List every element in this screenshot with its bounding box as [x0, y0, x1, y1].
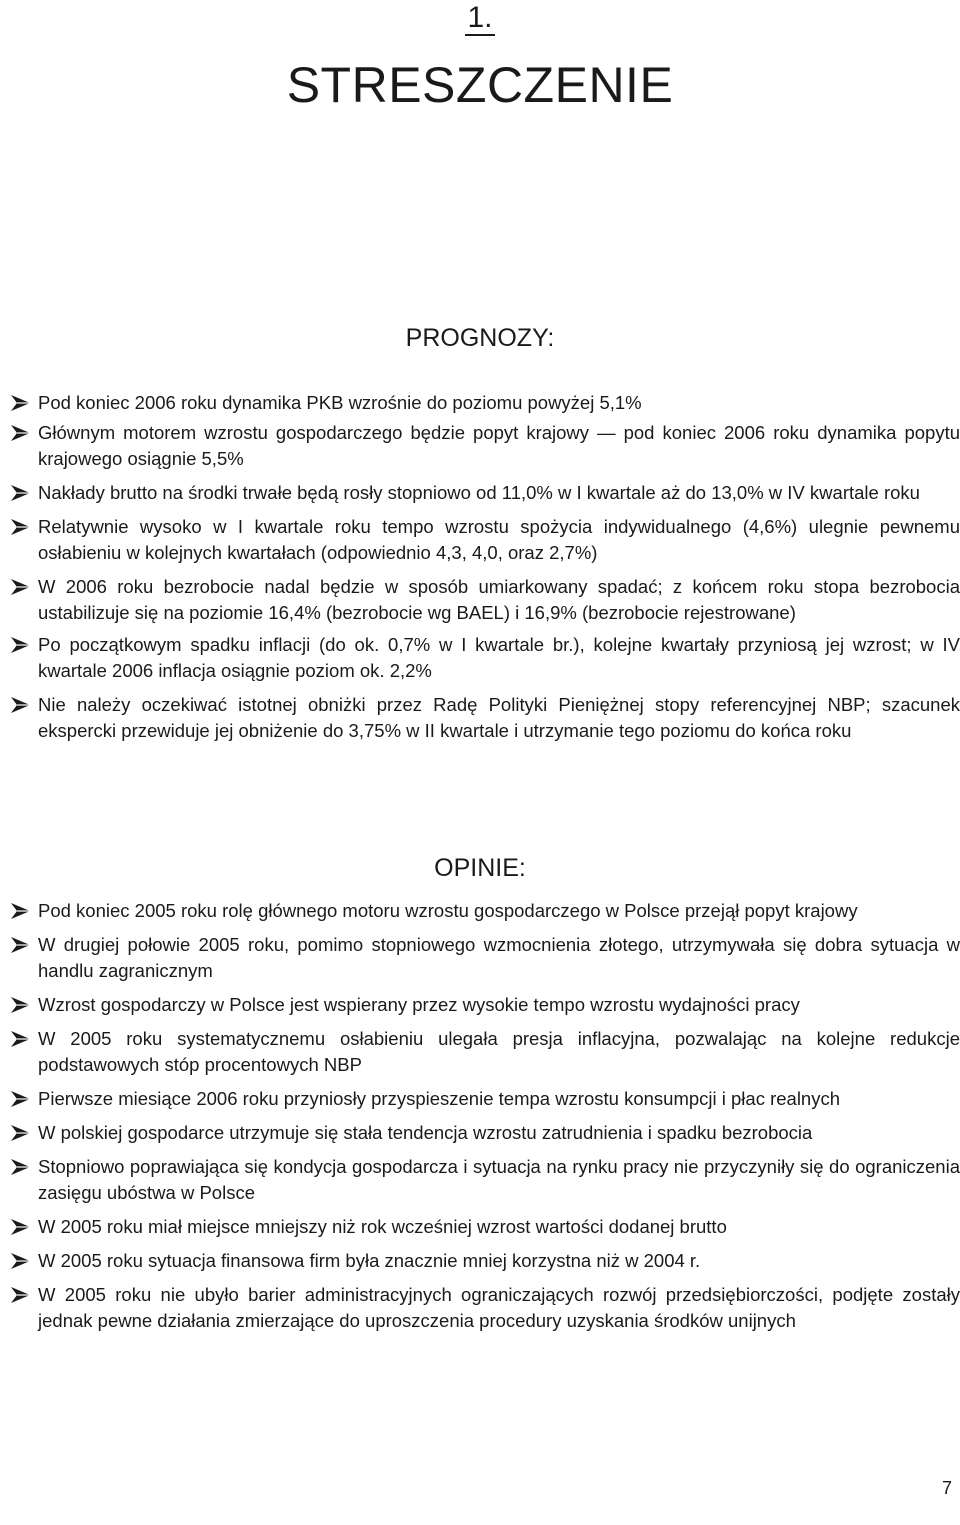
list-item-text: Relatywnie wysoko w I kwartale roku tempo wzrostu spożycia indywidualnego (4,6%) ulegnie pewnemu osłabieniu w kolejnych kwartałach (odpowiednio 4,3, 4,0, oraz 2,7%)	[38, 516, 960, 563]
arrowhead-bullet-icon	[10, 1217, 32, 1237]
arrowhead-bullet-icon	[10, 1251, 32, 1271]
list-item-text: W 2005 roku nie ubyło barier administracyjnych ograniczających rozwój przedsiębiorczości, podjęte zostały jednak pewne działania zmierzające do uproszczenia procedury uzyskania środków unijnych	[38, 1284, 960, 1331]
arrowhead-bullet-icon	[10, 695, 32, 715]
arrowhead-bullet-icon	[10, 995, 32, 1015]
list-item	[10, 390, 960, 416]
list-item	[10, 1154, 960, 1206]
chapter-number-text: 1.	[467, 1, 493, 34]
list-item-text: Pod koniec 2005 roku rolę głównego motoru wzrostu gospodarczego w Polsce przejął popyt krajowy	[38, 900, 858, 921]
list-item	[10, 514, 960, 566]
list-item-text: W 2005 roku systematycznemu osłabieniu ulegała presja inflacyjna, pozwalając na kolejne redukcje podstawowych stóp procentowych NBP	[38, 1028, 960, 1075]
list-item-text: Pierwsze miesiące 2006 roku przyniosły przyspieszenie tempa wzrostu konsumpcji i płac realnych	[38, 1088, 841, 1109]
arrowhead-bullet-icon	[10, 423, 32, 443]
list-item	[10, 932, 960, 984]
list-item-text: W 2005 roku sytuacja finansowa firm była znacznie mniej korzystna niż w 2004 r.	[38, 1250, 701, 1271]
list-item	[10, 992, 960, 1018]
opinie-list	[10, 898, 960, 1342]
page-number: 7	[941, 1478, 952, 1498]
arrowhead-bullet-icon	[10, 1089, 32, 1109]
list-item	[10, 1282, 960, 1334]
list-item-text: W 2006 roku bezrobocie nadal będzie w sposób umiarkowany spadać; z końcem roku stopa bezrobocia ustabilizuje się na poziomie 16,4% (bezrobocie wg BAEL) i 16,9% (bezrobocie rejestrowane)	[38, 576, 960, 623]
list-item-text: W drugiej połowie 2005 roku, pomimo stopniowego wzmocnienia złotego, utrzymywała się dobra sytuacja w handlu zagranicznym	[38, 934, 960, 981]
arrowhead-bullet-icon	[10, 1285, 32, 1305]
list-item	[10, 632, 960, 684]
list-item	[10, 1026, 960, 1078]
list-item-text: Nie należy oczekiwać istotnej obniżki przez Radę Polityki Pieniężnej stopy referencyjnej NBP; szacunek ekspercki przewiduje jej obniżenie do 3,75% w II kwartale i utrzymanie tego poziomu do końca roku	[38, 694, 960, 741]
arrowhead-bullet-icon	[10, 517, 32, 537]
arrowhead-bullet-icon	[10, 393, 32, 413]
list-item	[10, 1120, 960, 1146]
list-item	[10, 1086, 960, 1112]
list-item	[10, 574, 960, 626]
arrowhead-bullet-icon	[10, 1123, 32, 1143]
list-item-text: Pod koniec 2006 roku dynamika PKB wzrośnie do poziomu powyżej 5,1%	[38, 392, 642, 413]
list-item-text: Głównym motorem wzrostu gospodarczego będzie popyt krajowy — pod koniec 2006 roku dynamika popytu krajowego osiągnie 5,5%	[38, 422, 960, 469]
arrowhead-bullet-icon	[10, 483, 32, 503]
page-title: STRESZCZENIE	[286, 57, 674, 113]
list-item-text: W polskiej gospodarce utrzymuje się stała tendencja wzrostu zatrudnienia i spadku bezrobocia	[38, 1122, 813, 1143]
arrowhead-bullet-icon	[10, 901, 32, 921]
prognozy-list	[10, 390, 960, 752]
list-item-text: Stopniowo poprawiająca się kondycja gospodarcza i sytuacja na rynku pracy nie przyczyniły się do ograniczenia zasięgu ubóstwa w Polsce	[38, 1156, 960, 1203]
section-heading-opinie: OPINIE:	[434, 854, 526, 882]
list-item	[10, 1214, 960, 1240]
arrowhead-bullet-icon	[10, 1029, 32, 1049]
list-item	[10, 898, 960, 924]
chapter-number	[0, 0, 960, 36]
section-heading-prognozy: PROGNOZY:	[405, 324, 555, 352]
list-item-text: Po początkowym spadku inflacji (do ok. 0,7% w I kwartale br.), kolejne kwartały przyniosą jej wzrost; w IV kwartale 2006 inflacja osiągnie poziom ok. 2,2%	[38, 634, 960, 681]
list-item	[10, 692, 960, 744]
list-item	[10, 480, 960, 506]
arrowhead-bullet-icon	[10, 935, 32, 955]
arrowhead-bullet-icon	[10, 1157, 32, 1177]
list-item-text: W 2005 roku miał miejsce mniejszy niż rok wcześniej wzrost wartości dodanej brutto	[38, 1216, 727, 1237]
arrowhead-bullet-icon	[10, 577, 32, 597]
list-item	[10, 420, 960, 472]
list-item	[10, 1248, 960, 1274]
arrowhead-bullet-icon	[10, 635, 32, 655]
list-item-text: Nakłady brutto na środki trwałe będą rosły stopniowo od 11,0% w I kwartale aż do 13,0% w IV kwartale roku	[38, 482, 920, 503]
list-item-text: Wzrost gospodarczy w Polsce jest wspierany przez wysokie tempo wzrostu wydajności pracy	[38, 994, 800, 1015]
